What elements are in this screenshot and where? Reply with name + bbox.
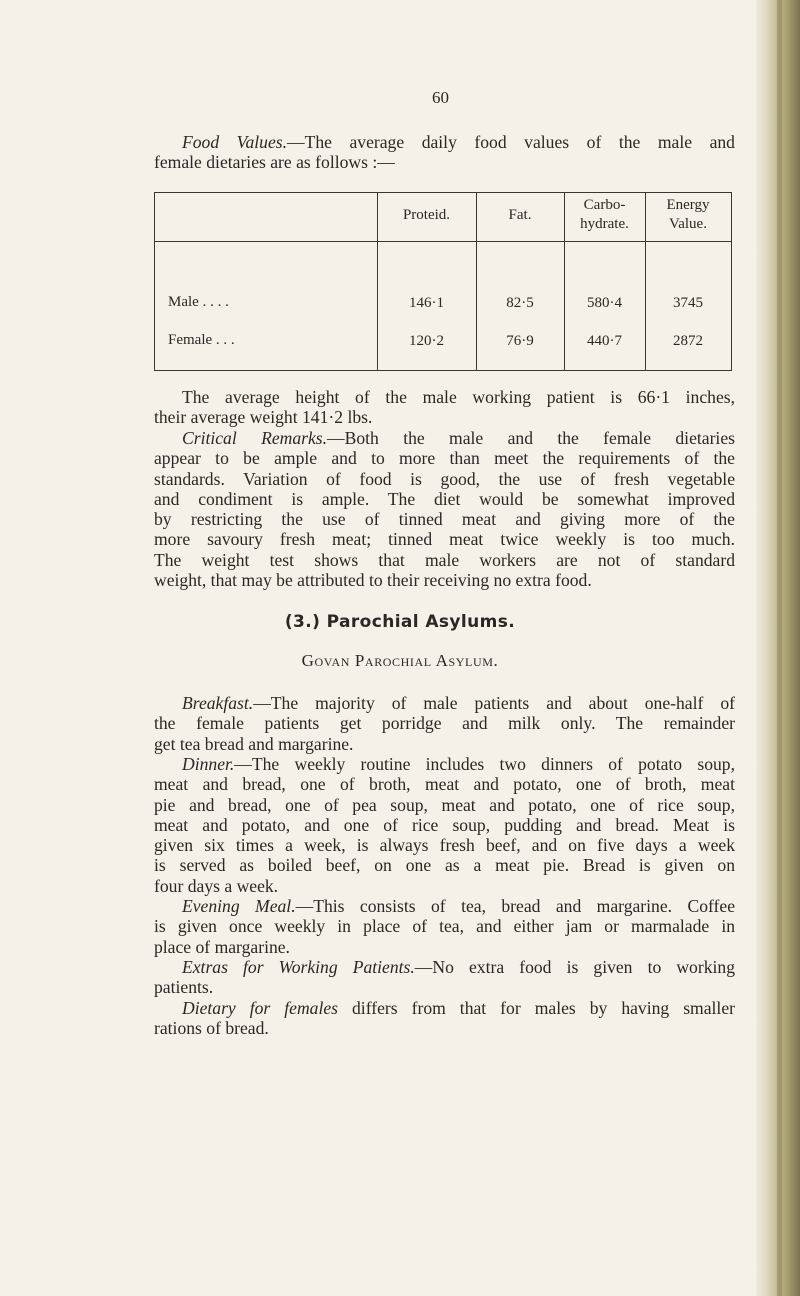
dinner-paragraph — [154, 754, 735, 896]
table-cell: 580·4 — [587, 295, 622, 311]
table-header-cell: Energy Value. — [666, 197, 710, 232]
section-run-in-heading: Evening Meal. — [182, 896, 296, 916]
text-line: place of margarine. — [154, 936, 290, 957]
text-line: meat and potato, and one of rice soup, pudding and bread. Meat is — [154, 814, 735, 835]
table-header-cell: Proteid. — [402, 207, 451, 223]
text-line: the female patients get porridge and milk only. The remainder — [154, 713, 735, 734]
intro-paragraph — [154, 132, 735, 173]
sub-heading: Govan Parochial Asylum. — [301, 651, 499, 670]
text-line: and condiment is ample. The diet would be somewhat improved — [154, 488, 735, 509]
intro-heading: Food Values. — [182, 132, 287, 152]
critical-remarks-paragraph — [154, 428, 735, 590]
text-line: their average weight 141·2 lbs. — [154, 407, 373, 428]
text-line: standards. Variation of food is good, the use of fresh vegetable — [154, 468, 735, 489]
table-header-cell: Carbo- hydrate. — [580, 197, 629, 232]
table-cell: 76·9 — [506, 333, 534, 349]
table-cell: 82·5 — [506, 295, 534, 311]
table-row-label: Female . . . — [168, 332, 235, 348]
text-line: Dinner.—The weekly routine includes two dinners of potato soup, — [182, 754, 735, 774]
text-line: Dietary for females differs from that for males by having smaller — [182, 998, 735, 1018]
table-cell: 3745 — [673, 295, 703, 311]
text-line: The weight test shows that male workers are not of standard — [154, 549, 735, 570]
text-line: given six times a week, is always fresh beef, and on five days a week — [154, 835, 735, 856]
section-heading: (3.) Parochial Asylums. — [284, 612, 516, 632]
intro-line-1: Food Values.—The average daily food values of the male and — [182, 132, 735, 152]
evening-meal-paragraph — [154, 896, 735, 957]
food-values-table — [154, 192, 732, 372]
text-line: rations of bread. — [154, 1018, 269, 1039]
text-line: weight, that may be attributed to their receiving no extra food. — [154, 570, 592, 591]
section-run-in-heading: Dinner. — [182, 754, 235, 774]
text-line: Critical Remarks.—Both the male and the female dietaries — [182, 428, 735, 448]
text-line: get tea bread and margarine. — [154, 733, 354, 754]
table-vline — [731, 192, 732, 371]
text-line: appear to be ample and to more than meet the requirements of the — [154, 448, 735, 469]
text-line: pie and bread, one of pea soup, meat and potato, one of rice soup, — [154, 794, 735, 815]
text-line: Breakfast.—The majority of male patients and about one-half of — [182, 693, 735, 713]
table-row-label: Male . . . . — [168, 294, 229, 310]
table-vline — [154, 192, 155, 371]
text-line: more savoury fresh meat; tinned meat twice weekly is too much. — [154, 529, 735, 550]
section-run-in-heading: Critical Remarks. — [182, 428, 328, 448]
text-line: Evening Meal.—This consists of tea, bread and margarine. Coffee — [182, 896, 736, 916]
table-cell: 2872 — [673, 333, 703, 349]
text-line: is served as boiled beef, on one as a meat pie. Bread is given on — [154, 855, 735, 876]
text-line: meat and bread, one of broth, meat and potato, one of broth, meat — [154, 774, 735, 795]
table-header-cell: Fat. — [508, 207, 532, 223]
height-weight-paragraph — [154, 387, 735, 428]
text-line: is given once weekly in place of tea, and either jam or marmalade in — [154, 916, 735, 937]
text-line: patients. — [154, 977, 214, 998]
extras-paragraph — [154, 957, 735, 998]
text-line: Extras for Working Patients.—No extra food is given to working — [182, 957, 735, 977]
breakfast-paragraph — [154, 693, 735, 754]
section-run-in-heading: Extras for Working Patients. — [182, 957, 415, 977]
table-cell: 120·2 — [409, 333, 444, 349]
table-cell: 146·1 — [409, 295, 444, 311]
binding-edge — [777, 0, 782, 1296]
text-line: four days a week. — [154, 875, 279, 896]
page-number: 60 — [432, 88, 449, 107]
section-run-in-heading: Breakfast. — [182, 693, 254, 713]
dietary-females-paragraph — [154, 998, 735, 1039]
intro-line-2: female dietaries are as follows :— — [154, 152, 395, 173]
text-line: by restricting the use of tinned meat and giving more of the — [154, 509, 735, 530]
section-run-in-heading: Dietary for females — [182, 998, 339, 1018]
text-line: The average height of the male working patient is 66·1 inches, — [182, 387, 735, 407]
table-cell: 440·7 — [587, 333, 622, 349]
